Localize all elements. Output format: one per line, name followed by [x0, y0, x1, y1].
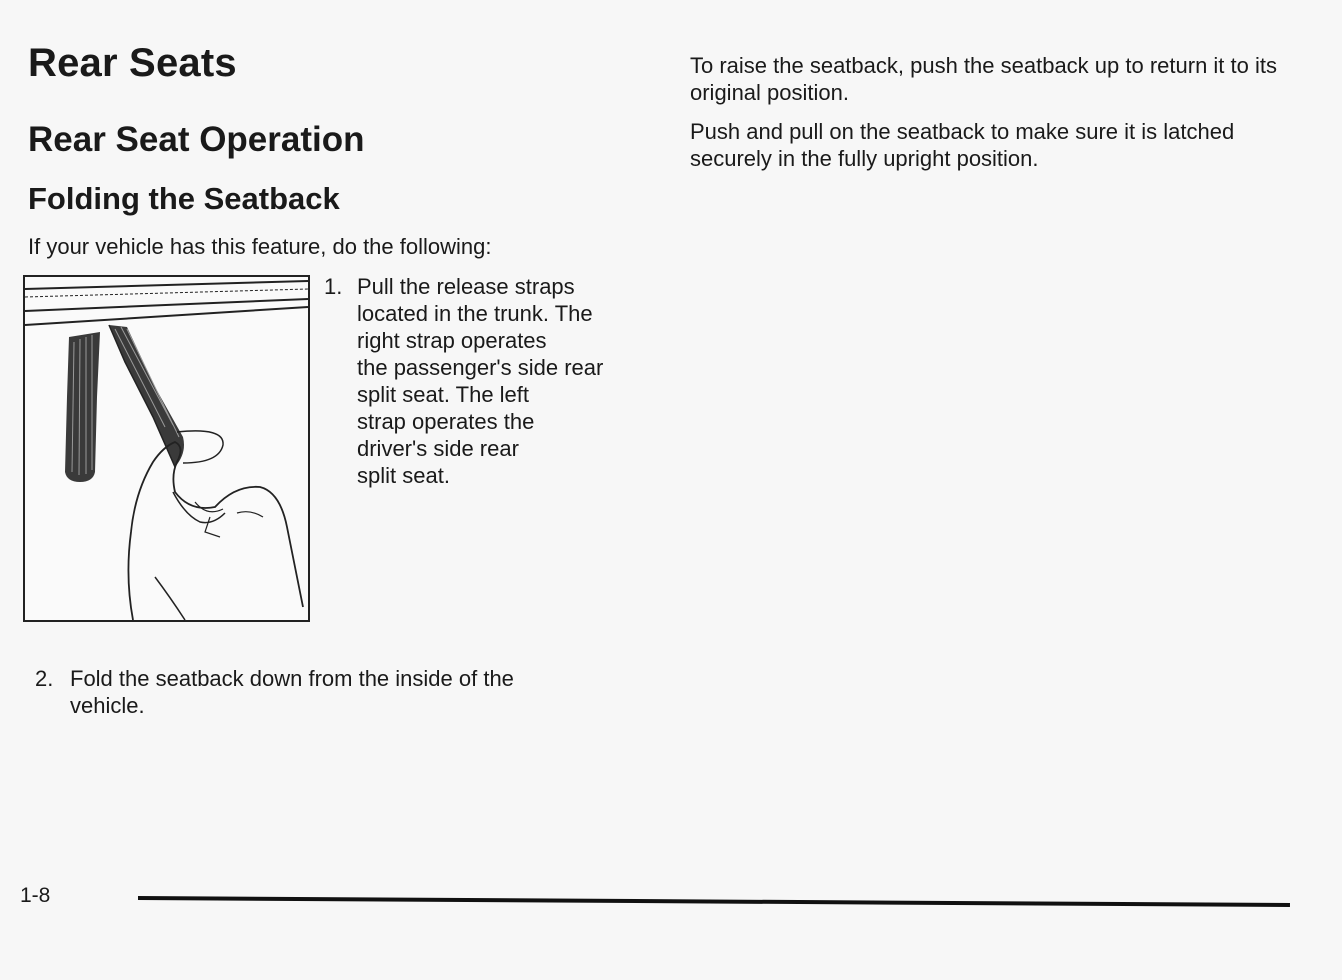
page-number: 1-8	[20, 884, 51, 907]
page-title: Rear Seats	[28, 41, 237, 85]
subsection-heading: Folding the Seatback	[28, 181, 340, 216]
release-strap-illustration	[23, 275, 310, 622]
step-2	[35, 665, 595, 725]
raise-seatback-paragraph: To raise the seatback, push the seatback up to return it to its original position.	[690, 53, 1277, 105]
step-text: Pull the release straps located in the trunk. The right strap operates the passenger's side rear split seat. The left strap operates the driver's side rear split seat.	[357, 274, 604, 488]
footer-rule	[138, 896, 1290, 907]
step-number: 2.	[35, 666, 54, 691]
step-1	[324, 273, 644, 503]
hand-pulling-strap-icon	[25, 277, 308, 620]
step-number: 1.	[324, 274, 343, 299]
latch-check-paragraph: Push and pull on the seatback to make sure it is latched securely in the fully upright position.	[690, 119, 1235, 171]
step-text: Fold the seatback down from the inside of the vehicle.	[70, 666, 514, 718]
intro-text: If your vehicle has this feature, do the following:	[28, 234, 492, 259]
section-heading: Rear Seat Operation	[28, 120, 365, 159]
